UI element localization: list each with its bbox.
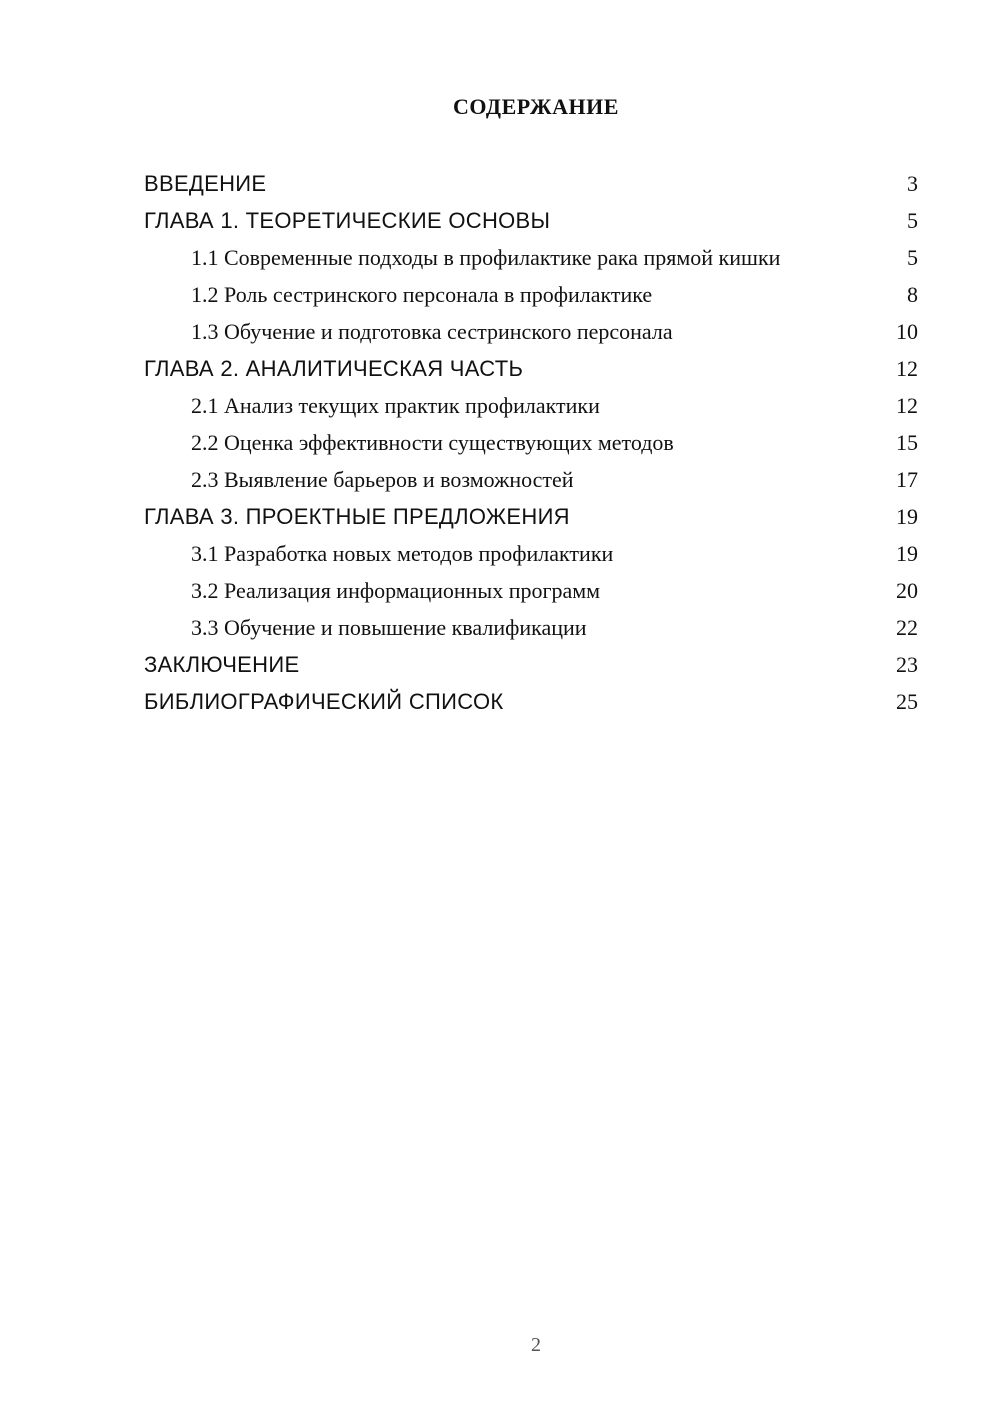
toc-entry-page: 15 <box>896 430 918 455</box>
toc-entry-title: ЗАКЛЮЧЕНИЕ <box>144 652 300 677</box>
toc-section-entry <box>144 239 918 276</box>
toc-entry-page: 25 <box>896 689 918 714</box>
toc-entry-title: ГЛАВА 1. ТЕОРЕТИЧЕСКИЕ ОСНОВЫ <box>144 208 551 233</box>
toc-chapter-entry <box>144 350 918 387</box>
toc-entry-title: 2.3 Выявление барьеров и возможностей <box>191 467 574 492</box>
toc-entry-title: 2.1 Анализ текущих практик профилактики <box>191 393 600 418</box>
toc-entry-page: 20 <box>896 578 918 603</box>
toc-entry-title: 1.2 Роль сестринского персонала в профилактике <box>191 282 653 307</box>
toc-entry-title: 1.1 Современные подходы в профилактике рака прямой кишки <box>191 245 781 270</box>
toc-entry-page: 12 <box>896 356 918 381</box>
toc-entry-page: 5 <box>907 245 918 270</box>
toc-entry-title: ВВЕДЕНИЕ <box>144 171 267 196</box>
toc-entry-page: 22 <box>896 615 918 640</box>
toc-section-entry <box>144 276 918 313</box>
toc-entry-page: 8 <box>907 282 918 307</box>
toc-entry-title: 2.2 Оценка эффективности существующих методов <box>191 430 674 455</box>
toc-entry-page: 19 <box>896 504 918 529</box>
toc-section-entry <box>144 424 918 461</box>
toc-entry-title: ГЛАВА 3. ПРОЕКТНЫЕ ПРЕДЛОЖЕНИЯ <box>144 504 570 529</box>
table-of-contents <box>144 165 918 720</box>
toc-entry-page: 23 <box>896 652 918 677</box>
toc-chapter-entry <box>144 646 918 683</box>
page-number: 2 <box>531 1334 541 1356</box>
toc-entry-title: 1.3 Обучение и подготовка сестринского персонала <box>191 319 673 344</box>
toc-entry-page: 3 <box>907 171 918 196</box>
toc-entry-page: 12 <box>896 393 918 418</box>
toc-chapter-entry <box>144 202 918 239</box>
toc-section-entry <box>144 572 918 609</box>
toc-entry-page: 5 <box>907 208 918 233</box>
toc-section-entry <box>144 461 918 498</box>
toc-section-entry <box>144 387 918 424</box>
toc-entry-title: 3.2 Реализация информационных программ <box>191 578 601 603</box>
toc-entry-page: 19 <box>896 541 918 566</box>
toc-section-entry <box>144 609 918 646</box>
toc-entry-title: БИБЛИОГРАФИЧЕСКИЙ СПИСОК <box>144 689 504 714</box>
page-title: СОДЕРЖАНИЕ <box>453 94 619 119</box>
toc-section-entry <box>144 535 918 572</box>
toc-entry-page: 17 <box>896 467 918 492</box>
toc-entry-title: 3.1 Разработка новых методов профилактики <box>191 541 614 566</box>
toc-chapter-entry <box>144 683 918 720</box>
toc-section-entry <box>144 313 918 350</box>
toc-entry-title: 3.3 Обучение и повышение квалификации <box>191 615 587 640</box>
toc-entry-title: ГЛАВА 2. АНАЛИТИЧЕСКАЯ ЧАСТЬ <box>144 356 524 381</box>
toc-chapter-entry <box>144 165 918 202</box>
toc-entry-page: 10 <box>896 319 918 344</box>
toc-chapter-entry <box>144 498 918 535</box>
